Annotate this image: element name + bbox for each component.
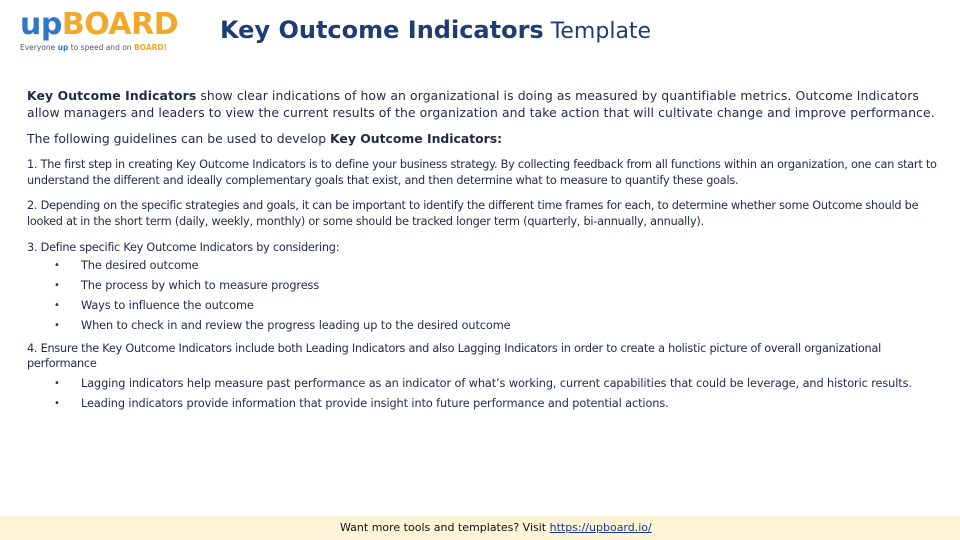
- list-item: [54, 374, 939, 394]
- upboard-logo[interactable]: [20, 8, 190, 52]
- list-item: [54, 394, 939, 414]
- list-item-text: Lagging indicators help measure past performance as an indicator of what’s working, current capabilities that could be leverage, and historic results.: [81, 376, 912, 390]
- guidelines-lead: The following guidelines can be used to develop: [27, 131, 331, 146]
- bullet-icon: •: [54, 279, 60, 291]
- step-4-list: [27, 374, 939, 414]
- list-item: [54, 316, 939, 336]
- tagline-up: up: [57, 43, 69, 52]
- list-item-text: Leading indicators provide information that provide insight into future performance and potential actions.: [81, 396, 669, 410]
- step-4: 4. Ensure the Key Outcome Indicators include both Leading Indicators and also Lagging Indicators in order to create a holistic picture of overall organizational performance: [27, 341, 882, 370]
- step-3: 3. Define specific Key Outcome Indicators by considering:: [27, 241, 340, 254]
- bullet-icon: •: [54, 397, 60, 409]
- list-item-text: The process by which to measure progress: [81, 278, 320, 292]
- step-1: 1. The first step in creating Key Outcome Indicators is to define your business strategy. By collecting feedback from all functions within an organization, one can start to understand the different and ideally complementary goals that exist, and then determine what to measure to quantify these goals.: [27, 158, 937, 187]
- guidelines-bold: Key Outcome Indicators:: [330, 131, 503, 146]
- guidelines-heading: [27, 130, 939, 147]
- page-title: [220, 16, 651, 45]
- list-item: [54, 296, 939, 316]
- upboard-link[interactable]: https://upboard.io/: [549, 521, 652, 534]
- list-item-text: The desired outcome: [81, 258, 199, 272]
- bullet-icon: •: [54, 299, 60, 311]
- intro-text: show clear indications of how an organizational is doing as measured by quantifiable metrics. Outcome Indicators allow managers and leaders to view the current results of the organization and take action that will cultivate change and improve performance.: [27, 88, 935, 120]
- logo-wordmark: [20, 8, 190, 42]
- list-item-text: When to check in and review the progress leading up to the desired outcome: [81, 318, 511, 332]
- footer-text: [340, 521, 652, 534]
- tagline-board: BOARD!: [133, 43, 168, 52]
- bullet-icon: •: [54, 377, 60, 389]
- title-sub: Template: [543, 19, 652, 44]
- bullet-icon: •: [54, 319, 60, 331]
- tagline-mid: to speed and on: [68, 43, 134, 52]
- title-main: Key Outcome Indicators: [220, 16, 544, 44]
- list-item: [54, 276, 939, 296]
- list-item: [54, 256, 939, 276]
- intro-bold: Key Outcome Indicators: [27, 88, 197, 103]
- document-body: [27, 87, 939, 414]
- logo-up: up: [20, 7, 62, 42]
- step-3-list: [27, 256, 939, 336]
- footer-label: Want more tools and templates? Visit: [340, 521, 550, 534]
- step-2: 2. Depending on the specific strategies and goals, it can be important to identify the different time frames for each, to determine whether some Outcome should be looked at in the short term (daily, weekly, monthly) or some should be tracked longer term (quarterly, bi-annually, annually).: [27, 199, 919, 228]
- list-item-text: Ways to influence the outcome: [81, 298, 254, 312]
- logo-tagline: [20, 43, 190, 52]
- bullet-icon: •: [54, 259, 60, 271]
- logo-board: BOARD: [61, 7, 179, 42]
- tagline-pre: Everyone: [20, 43, 58, 52]
- intro-paragraph: [27, 87, 939, 121]
